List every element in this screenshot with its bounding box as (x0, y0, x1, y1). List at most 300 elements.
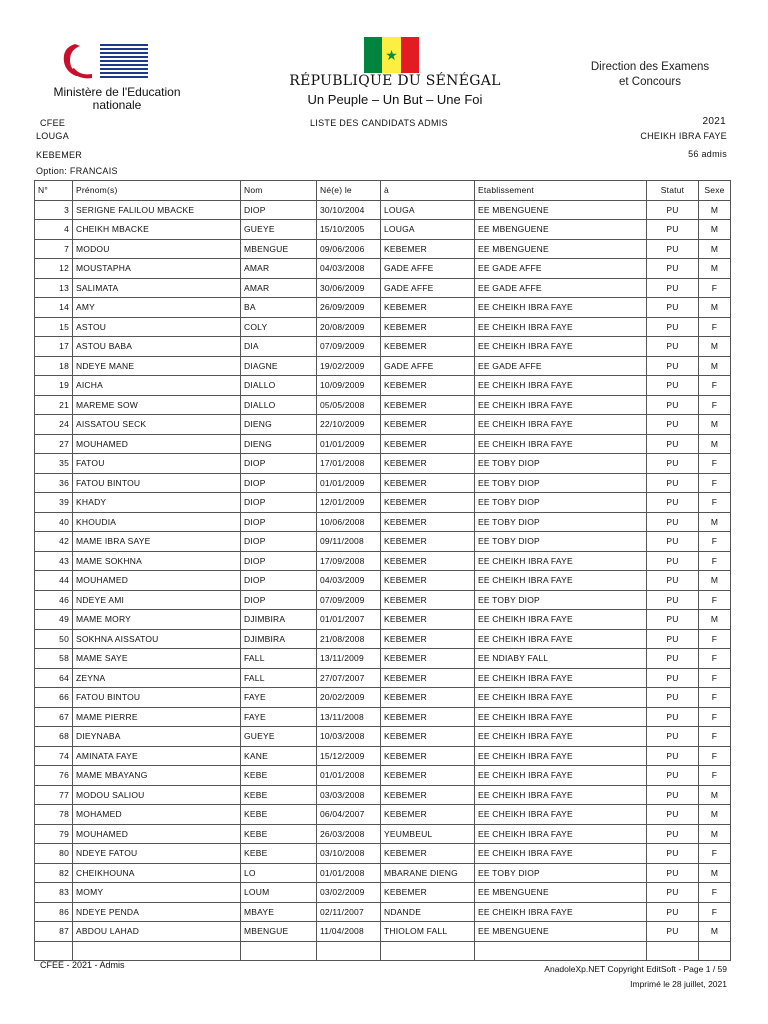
cell-number: 24 (35, 415, 73, 435)
cell-status: PU (647, 220, 699, 240)
cell-firstname: MOUHAMED (73, 824, 241, 844)
cell-number: 68 (35, 727, 73, 747)
cell-birthdate: 22/10/2009 (317, 415, 381, 435)
cell-lastname: DJIMBIRA (241, 629, 317, 649)
cell-school: EE TOBY DIOP (475, 512, 647, 532)
national-motto: Un Peuple – Un But – Une Foi (307, 92, 483, 107)
cell-birthplace: GADE AFFE (381, 356, 475, 376)
cell-status: PU (647, 493, 699, 513)
cell-status: PU (647, 766, 699, 786)
cell-school: EE TOBY DIOP (475, 863, 647, 883)
cell-school: EE CHEIKH IBRA FAYE (475, 668, 647, 688)
cell-firstname: MAME MORY (73, 610, 241, 630)
cell-birthdate: 04/03/2009 (317, 571, 381, 591)
cell-birthdate: 12/01/2009 (317, 493, 381, 513)
cell-number: 35 (35, 454, 73, 474)
cell-school: EE GADE AFFE (475, 278, 647, 298)
cell-birthdate: 09/11/2008 (317, 532, 381, 552)
republic-title: RÉPUBLIQUE DU SÉNÉGAL (289, 73, 501, 89)
cell-number: 18 (35, 356, 73, 376)
cell-sex: M (699, 922, 731, 942)
cell-school: EE CHEIKH IBRA FAYE (475, 707, 647, 727)
footer-label: CFEE - 2021 - Admis (40, 960, 125, 970)
cell-lastname: DIENG (241, 434, 317, 454)
table-row (35, 649, 731, 669)
cell-lastname: FAYE (241, 707, 317, 727)
cell-school: EE CHEIKH IBRA FAYE (475, 805, 647, 825)
cell-firstname: MOMY (73, 883, 241, 903)
table-row (35, 863, 731, 883)
cell-status: PU (647, 239, 699, 259)
empty-cell (475, 941, 647, 961)
cell-lastname: KEBE (241, 766, 317, 786)
cell-lastname: DIA (241, 337, 317, 357)
cell-birthplace: YEUMBEUL (381, 824, 475, 844)
empty-cell (317, 941, 381, 961)
cell-sex: M (699, 512, 731, 532)
cell-number: 13 (35, 278, 73, 298)
candidates-table (34, 180, 731, 961)
col-header-sex: Sexe (699, 181, 731, 201)
cell-birthplace: KEBEMER (381, 239, 475, 259)
cell-lastname: GUEYE (241, 220, 317, 240)
cell-sex: F (699, 493, 731, 513)
cell-lastname: AMAR (241, 259, 317, 279)
cell-school: EE CHEIKH IBRA FAYE (475, 824, 647, 844)
table-row (35, 395, 731, 415)
cell-sex: F (699, 668, 731, 688)
table-row (35, 473, 731, 493)
cell-school: EE TOBY DIOP (475, 532, 647, 552)
cell-sex: M (699, 805, 731, 825)
cell-firstname: FATOU (73, 454, 241, 474)
table-row (35, 785, 731, 805)
cell-school: EE CHEIKH IBRA FAYE (475, 376, 647, 396)
cell-status: PU (647, 688, 699, 708)
cell-birthplace: KEBEMER (381, 844, 475, 864)
cell-firstname: NDEYE PENDA (73, 902, 241, 922)
direction-line-1: Direction des Examens (590, 61, 710, 73)
cell-sex: M (699, 200, 731, 220)
cell-birthdate: 10/03/2008 (317, 727, 381, 747)
col-header-birthplace: à (381, 181, 475, 201)
cell-birthplace: KEBEMER (381, 785, 475, 805)
cell-number: 66 (35, 688, 73, 708)
cell-birthplace: KEBEMER (381, 590, 475, 610)
senegal-flag-icon (364, 37, 419, 73)
cell-number: 78 (35, 805, 73, 825)
cell-status: PU (647, 668, 699, 688)
cell-birthdate: 15/10/2005 (317, 220, 381, 240)
cell-firstname: SERIGNE FALILOU MBACKE (73, 200, 241, 220)
cell-sex: F (699, 473, 731, 493)
cell-firstname: FATOU BINTOU (73, 473, 241, 493)
cell-status: PU (647, 512, 699, 532)
cell-status: PU (647, 356, 699, 376)
cell-lastname: LOUM (241, 883, 317, 903)
cell-sex: F (699, 649, 731, 669)
cell-lastname: DIOP (241, 590, 317, 610)
cell-birthdate: 07/09/2009 (317, 337, 381, 357)
cell-number: 40 (35, 512, 73, 532)
cell-sex: F (699, 746, 731, 766)
cell-sex: M (699, 571, 731, 591)
cell-firstname: ZEYNA (73, 668, 241, 688)
table-row (35, 415, 731, 435)
cell-school: EE MBENGUENE (475, 220, 647, 240)
region: LOUGA (36, 131, 70, 141)
cell-status: PU (647, 590, 699, 610)
cell-birthplace: KEBEMER (381, 493, 475, 513)
cell-birthplace: KEBEMER (381, 746, 475, 766)
cell-birthplace: KEBEMER (381, 727, 475, 747)
cell-birthdate: 01/01/2008 (317, 766, 381, 786)
cell-firstname: SALIMATA (73, 278, 241, 298)
cell-firstname: CHEIKH MBACKE (73, 220, 241, 240)
table-row-empty (35, 941, 731, 961)
cell-lastname: FALL (241, 668, 317, 688)
cell-status: PU (647, 200, 699, 220)
cell-school: EE TOBY DIOP (475, 493, 647, 513)
cell-birthplace: LOUGA (381, 220, 475, 240)
cell-lastname: FAYE (241, 688, 317, 708)
cell-birthdate: 04/03/2008 (317, 259, 381, 279)
cell-number: 36 (35, 473, 73, 493)
cell-status: PU (647, 317, 699, 337)
cell-birthplace: KEBEMER (381, 629, 475, 649)
cell-birthplace: KEBEMER (381, 883, 475, 903)
option: Option: FRANCAIS (36, 166, 118, 176)
table-row (35, 220, 731, 240)
cell-number: 74 (35, 746, 73, 766)
table-row (35, 571, 731, 591)
cell-lastname: DIOP (241, 571, 317, 591)
table-row (35, 824, 731, 844)
cell-number: 42 (35, 532, 73, 552)
cell-birthplace: KEBEMER (381, 571, 475, 591)
cell-sex: F (699, 278, 731, 298)
cell-number: 83 (35, 883, 73, 903)
direction-name (570, 60, 730, 90)
ministry-name: Ministère de l'Education nationale (53, 85, 181, 112)
cell-number: 14 (35, 298, 73, 318)
cell-status: PU (647, 551, 699, 571)
cell-lastname: MBENGUE (241, 922, 317, 942)
cell-number: 19 (35, 376, 73, 396)
cell-birthplace: GADE AFFE (381, 278, 475, 298)
cell-lastname: GUEYE (241, 727, 317, 747)
cell-lastname: DIOP (241, 473, 317, 493)
cell-lastname: DIOP (241, 200, 317, 220)
table-row (35, 746, 731, 766)
cell-number: 44 (35, 571, 73, 591)
cell-birthplace: GADE AFFE (381, 259, 475, 279)
table-row (35, 590, 731, 610)
cell-lastname: DIAGNE (241, 356, 317, 376)
cell-firstname: KHOUDIA (73, 512, 241, 532)
cell-lastname: DIOP (241, 532, 317, 552)
table-row (35, 493, 731, 513)
cell-status: PU (647, 863, 699, 883)
cell-school: EE MBENGUENE (475, 922, 647, 942)
cell-lastname: FALL (241, 649, 317, 669)
cell-firstname: AICHA (73, 376, 241, 396)
col-header-status: Statut (647, 181, 699, 201)
cell-birthdate: 03/02/2009 (317, 883, 381, 903)
cell-birthdate: 03/03/2008 (317, 785, 381, 805)
cell-firstname: AMINATA FAYE (73, 746, 241, 766)
cell-lastname: LO (241, 863, 317, 883)
cell-status: PU (647, 610, 699, 630)
col-header-school: Etablissement (475, 181, 647, 201)
cell-sex: M (699, 298, 731, 318)
cell-sex: M (699, 337, 731, 357)
cell-status: PU (647, 571, 699, 591)
cell-status: PU (647, 805, 699, 825)
cell-birthplace: KEBEMER (381, 415, 475, 435)
cell-status: PU (647, 649, 699, 669)
cell-number: 67 (35, 707, 73, 727)
cell-birthdate: 21/08/2008 (317, 629, 381, 649)
cell-firstname: SOKHNA AISSATOU (73, 629, 241, 649)
cell-firstname: ABDOU LAHAD (73, 922, 241, 942)
cell-status: PU (647, 395, 699, 415)
cell-school: EE TOBY DIOP (475, 473, 647, 493)
cell-firstname: MOUHAMED (73, 571, 241, 591)
cell-firstname: MAME SAYE (73, 649, 241, 669)
col-header-birthdate: Né(e) le (317, 181, 381, 201)
cell-birthplace: KEBEMER (381, 766, 475, 786)
cell-school: EE CHEIKH IBRA FAYE (475, 298, 647, 318)
cell-status: PU (647, 376, 699, 396)
table-row (35, 610, 731, 630)
cell-status: PU (647, 434, 699, 454)
cell-birthplace: LOUGA (381, 200, 475, 220)
cell-birthdate: 01/01/2009 (317, 434, 381, 454)
cell-birthdate: 07/09/2009 (317, 590, 381, 610)
cell-birthplace: KEBEMER (381, 707, 475, 727)
cell-birthplace: KEBEMER (381, 317, 475, 337)
cell-birthplace: KEBEMER (381, 688, 475, 708)
cell-number: 77 (35, 785, 73, 805)
cell-sex: F (699, 590, 731, 610)
cell-sex: F (699, 376, 731, 396)
cell-birthdate: 20/02/2009 (317, 688, 381, 708)
cell-sex: F (699, 688, 731, 708)
cell-birthplace: KEBEMER (381, 395, 475, 415)
cell-number: 15 (35, 317, 73, 337)
cell-lastname: DJIMBIRA (241, 610, 317, 630)
cell-birthdate: 11/04/2008 (317, 922, 381, 942)
cell-birthplace: KEBEMER (381, 551, 475, 571)
cell-birthplace: NDANDE (381, 902, 475, 922)
cell-lastname: DIOP (241, 493, 317, 513)
cell-firstname: ASTOU (73, 317, 241, 337)
cell-number: 17 (35, 337, 73, 357)
cell-sex: M (699, 434, 731, 454)
cell-sex: F (699, 844, 731, 864)
cell-birthdate: 15/12/2009 (317, 746, 381, 766)
cell-sex: F (699, 532, 731, 552)
cell-number: 64 (35, 668, 73, 688)
table-row (35, 551, 731, 571)
table-row (35, 298, 731, 318)
table-row (35, 337, 731, 357)
cell-lastname: DIALLO (241, 376, 317, 396)
cell-firstname: NDEYE FATOU (73, 844, 241, 864)
table-row (35, 902, 731, 922)
table-row (35, 707, 731, 727)
table-row (35, 200, 731, 220)
cell-school: EE CHEIKH IBRA FAYE (475, 610, 647, 630)
cell-sex: M (699, 220, 731, 240)
cell-sex: M (699, 356, 731, 376)
cell-firstname: AISSATOU SECK (73, 415, 241, 435)
cell-firstname: MAME MBAYANG (73, 766, 241, 786)
table-row (35, 376, 731, 396)
cell-lastname: KANE (241, 746, 317, 766)
empty-cell (381, 941, 475, 961)
cell-firstname: DIEYNABA (73, 727, 241, 747)
cell-birthdate: 17/09/2008 (317, 551, 381, 571)
cell-birthdate: 03/10/2008 (317, 844, 381, 864)
cell-birthdate: 13/11/2009 (317, 649, 381, 669)
cell-school: EE MBENGUENE (475, 239, 647, 259)
exam-year: 2021 (702, 116, 726, 127)
cell-lastname: DIALLO (241, 395, 317, 415)
cell-school: EE CHEIKH IBRA FAYE (475, 766, 647, 786)
cell-firstname: FATOU BINTOU (73, 688, 241, 708)
cell-birthdate: 09/06/2006 (317, 239, 381, 259)
table-row (35, 532, 731, 552)
cell-number: 12 (35, 259, 73, 279)
cell-status: PU (647, 785, 699, 805)
empty-cell (241, 941, 317, 961)
cell-birthdate: 02/11/2007 (317, 902, 381, 922)
cell-lastname: KEBE (241, 844, 317, 864)
cell-firstname: MOHAMED (73, 805, 241, 825)
cell-birthdate: 30/06/2009 (317, 278, 381, 298)
cell-birthdate: 01/01/2008 (317, 863, 381, 883)
cell-sex: M (699, 785, 731, 805)
cell-status: PU (647, 883, 699, 903)
cell-birthplace: THIOLOM FALL (381, 922, 475, 942)
table-row (35, 766, 731, 786)
cell-sex: M (699, 415, 731, 435)
cell-sex: M (699, 610, 731, 630)
empty-cell (699, 941, 731, 961)
cell-school: EE CHEIKH IBRA FAYE (475, 415, 647, 435)
cell-school: EE CHEIKH IBRA FAYE (475, 337, 647, 357)
cell-status: PU (647, 629, 699, 649)
footer-info (480, 962, 727, 992)
cell-school: EE TOBY DIOP (475, 590, 647, 610)
cell-lastname: KEBE (241, 805, 317, 825)
table-row (35, 356, 731, 376)
cell-birthdate: 10/06/2008 (317, 512, 381, 532)
cell-school: EE CHEIKH IBRA FAYE (475, 727, 647, 747)
cell-school: EE MBENGUENE (475, 200, 647, 220)
cell-status: PU (647, 727, 699, 747)
cell-number: 43 (35, 551, 73, 571)
cell-firstname: MAME IBRA SAYE (73, 532, 241, 552)
cell-firstname: NDEYE AMI (73, 590, 241, 610)
cell-birthplace: MBARANE DIENG (381, 863, 475, 883)
table-row (35, 239, 731, 259)
cell-birthdate: 27/07/2007 (317, 668, 381, 688)
cell-number: 7 (35, 239, 73, 259)
cell-sex: F (699, 317, 731, 337)
cell-birthplace: KEBEMER (381, 512, 475, 532)
cell-birthplace: KEBEMER (381, 376, 475, 396)
cell-number: 86 (35, 902, 73, 922)
cell-birthplace: KEBEMER (381, 668, 475, 688)
cell-sex: F (699, 707, 731, 727)
cell-birthplace: KEBEMER (381, 532, 475, 552)
cell-birthdate: 01/01/2007 (317, 610, 381, 630)
cell-sex: F (699, 551, 731, 571)
cell-lastname: MBAYE (241, 902, 317, 922)
cell-lastname: DIENG (241, 415, 317, 435)
cell-status: PU (647, 473, 699, 493)
empty-cell (647, 941, 699, 961)
list-title: LISTE DES CANDIDATS ADMIS (310, 118, 448, 128)
cell-birthdate: 13/11/2008 (317, 707, 381, 727)
cell-sex: M (699, 259, 731, 279)
cell-firstname: MAME SOKHNA (73, 551, 241, 571)
cell-number: 3 (35, 200, 73, 220)
cell-number: 39 (35, 493, 73, 513)
cell-number: 58 (35, 649, 73, 669)
cell-sex: F (699, 454, 731, 474)
cell-status: PU (647, 532, 699, 552)
cell-sex: M (699, 239, 731, 259)
table-row (35, 454, 731, 474)
cell-lastname: BA (241, 298, 317, 318)
table-row (35, 688, 731, 708)
cell-number: 49 (35, 610, 73, 630)
cell-firstname: MAME PIERRE (73, 707, 241, 727)
cell-birthplace: KEBEMER (381, 337, 475, 357)
cell-sex: F (699, 395, 731, 415)
table-row (35, 434, 731, 454)
centre-name: CHEIKH IBRA FAYE (640, 131, 727, 141)
cell-status: PU (647, 259, 699, 279)
cell-school: EE MBENGUENE (475, 883, 647, 903)
admitted-count: 56 admis (688, 149, 727, 159)
cell-birthdate: 05/05/2008 (317, 395, 381, 415)
table-row (35, 922, 731, 942)
cell-birthplace: KEBEMER (381, 610, 475, 630)
cell-birthplace: KEBEMER (381, 298, 475, 318)
cell-firstname: CHEIKHOUNA (73, 863, 241, 883)
cell-birthdate: 06/04/2007 (317, 805, 381, 825)
cell-number: 76 (35, 766, 73, 786)
exam-name: CFEE (40, 118, 66, 128)
cell-sex: F (699, 629, 731, 649)
cell-lastname: KEBE (241, 785, 317, 805)
cell-sex: F (699, 766, 731, 786)
cell-school: EE CHEIKH IBRA FAYE (475, 571, 647, 591)
cell-birthplace: KEBEMER (381, 454, 475, 474)
cell-number: 46 (35, 590, 73, 610)
department: KEBEMER (36, 150, 83, 160)
cell-school: EE CHEIKH IBRA FAYE (475, 629, 647, 649)
cell-sex: M (699, 863, 731, 883)
cell-sex: M (699, 824, 731, 844)
cell-firstname: AMY (73, 298, 241, 318)
cell-status: PU (647, 707, 699, 727)
